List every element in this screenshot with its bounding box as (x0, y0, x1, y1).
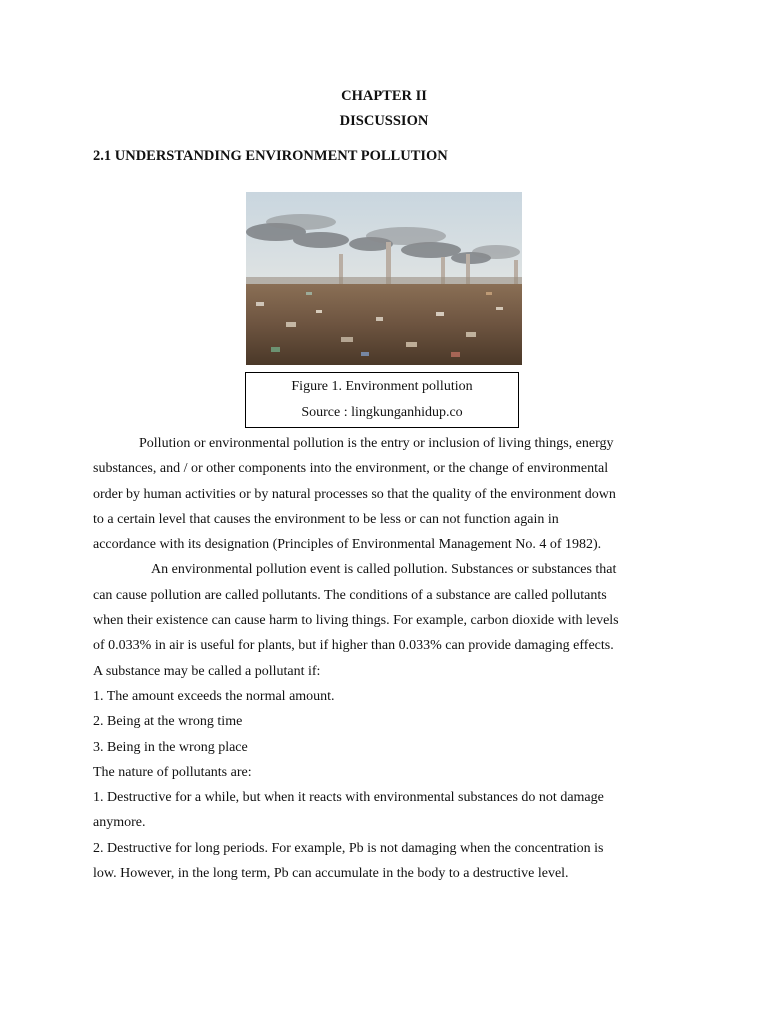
body-line: accordance with its designation (Principles of Environmental Management No. 4 of 1982). (93, 537, 602, 553)
list-item-continuation: anymore. (93, 815, 146, 831)
pollution-photo (246, 192, 522, 365)
body-line: An environmental pollution event is called pollution. Substances or substances that (151, 562, 617, 578)
list-item-continuation: low. However, in the long term, Pb can accumulate in the body to a destructive level. (93, 866, 569, 882)
list-item: 1. The amount exceeds the normal amount. (93, 688, 335, 704)
figure-caption-box (245, 372, 519, 428)
body-line: A substance may be called a pollutant if: (93, 663, 321, 679)
body-line: Pollution or environmental pollution is the entry or inclusion of living things, energy (139, 436, 614, 451)
chapter-heading: CHAPTER II (341, 88, 427, 104)
list-item: 3. Being in the wrong place (93, 739, 248, 755)
body-line: when their existence can cause harm to living things. For example, carbon dioxide with levels (93, 613, 619, 629)
body-text (93, 431, 683, 886)
body-line: can cause pollution are called pollutants. The conditions of a substance are called pollutants (93, 587, 607, 603)
discussion-heading: DISCUSSION (339, 113, 429, 129)
body-line: substances, and / or other components into the environment, or the change of environmental (93, 461, 609, 477)
figure-source: Source : lingkunganhidup.co (301, 405, 463, 420)
body-line: of 0.033% in air is useful for plants, but if higher than 0.033% can provide damaging effects. (93, 638, 614, 654)
body-line: to a certain level that causes the environment to be less or can not function again in (93, 511, 559, 527)
body-line: The nature of pollutants are: (93, 764, 252, 780)
body-line: order by human activities or by natural processes so that the quality of the environment down (93, 486, 616, 502)
list-item: 1. Destructive for a while, but when it reacts with environmental substances do not damage (93, 790, 604, 806)
section-title: 2.1 UNDERSTANDING ENVIRONMENT POLLUTION (93, 148, 448, 164)
figure-caption: Figure 1. Environment pollution (291, 379, 473, 394)
list-item: 2. Being at the wrong time (93, 714, 243, 730)
list-item: 2. Destructive for long periods. For example, Pb is not damaging when the concentration is (93, 840, 604, 856)
